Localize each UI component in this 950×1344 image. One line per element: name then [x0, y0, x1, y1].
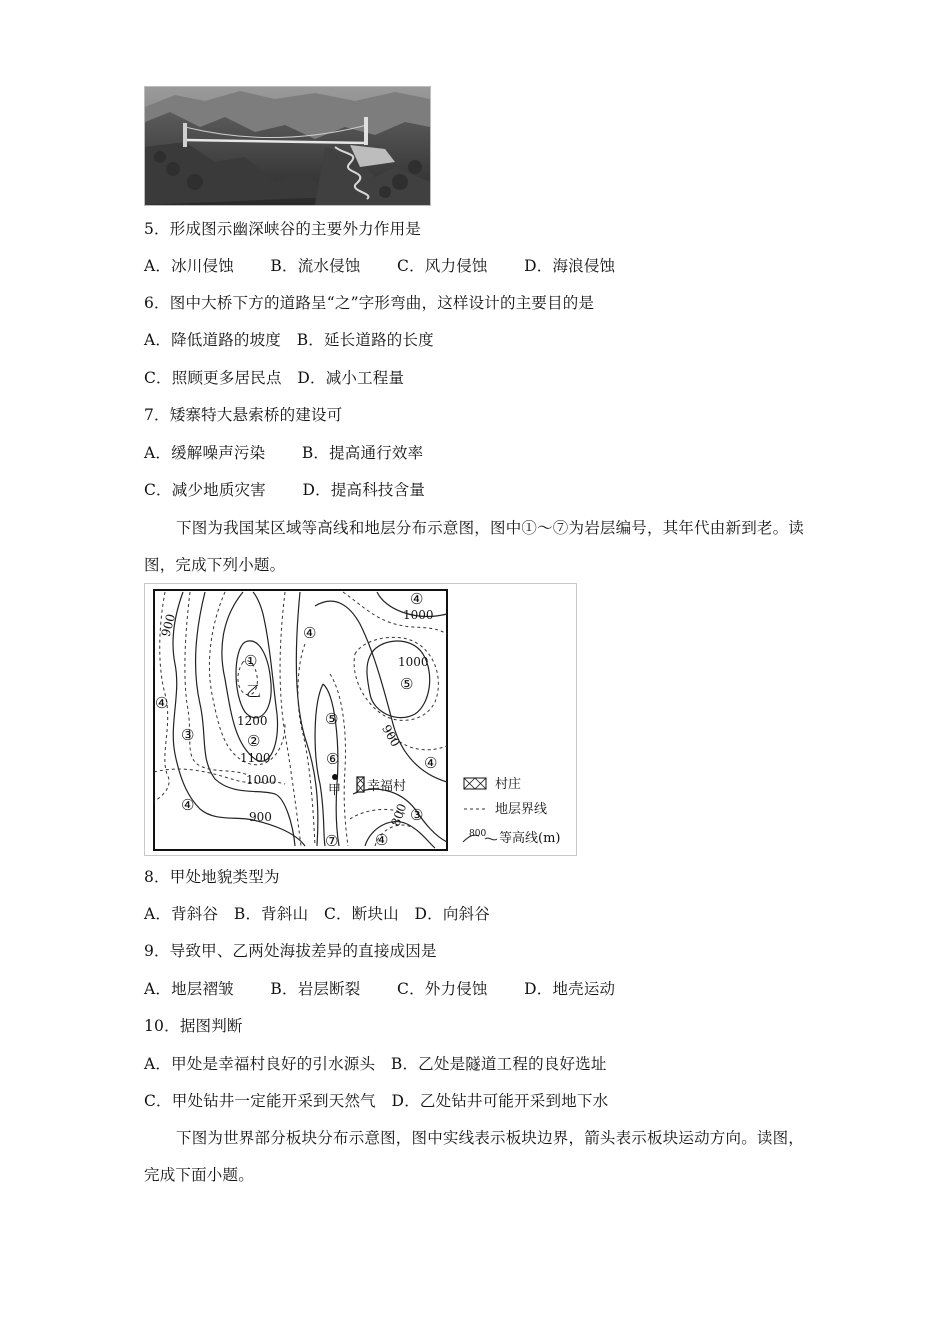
- bridge-photo: [144, 86, 431, 206]
- contour-label-1000-left: 1000: [246, 773, 277, 787]
- plate-map-intro: 下图为世界部分板块分布示意图，图中实线表示板块边界，箭头表示板块运动方向。读图，完成下面小题。: [144, 1129, 805, 1184]
- question-8-options: A．背斜谷 B．背斜山 C．断块山 D．向斜谷: [144, 905, 490, 923]
- map-legend: [463, 776, 560, 846]
- contour-map-intro: 下图为我国某区域等高线和地层分布示意图，图中①～⑦为岩层编号，其年代由新到老。读图，完成下列小题。: [144, 519, 805, 574]
- place-label-yi: 乙: [246, 682, 262, 700]
- contour-strata-map: [144, 583, 577, 856]
- question-7-options-row-2: C．减少地质灾害 D．提高科技含量: [144, 481, 426, 499]
- legend-contour-sample: 800: [469, 829, 487, 839]
- stratum-label-4-top: ④: [410, 590, 424, 608]
- stratum-label-7: ⑦: [325, 832, 339, 850]
- contour-label-1100: 1100: [240, 751, 271, 765]
- place-label-jia: 甲: [328, 783, 342, 798]
- stratum-label-3: ③: [181, 726, 195, 744]
- question-9-options: A．地层褶皱 B．岩层断裂 C．外力侵蚀 D．地壳运动: [144, 980, 616, 998]
- contour-label-1000-top-right: 1000: [403, 608, 434, 622]
- question-6-options-row-1: A．降低道路的坡度 B．延长道路的长度: [144, 331, 434, 349]
- question-8-stem: 8．甲处地貌类型为: [144, 868, 280, 886]
- question-7-stem: 7．矮寨特大悬索桥的建设可: [144, 406, 343, 424]
- stratum-label-5-right: ⑤: [400, 675, 414, 693]
- question-6-options-row-2: C．照顾更多居民点 D．减小工程量: [144, 369, 405, 387]
- contour-label-1200: 1200: [237, 714, 268, 728]
- question-5-stem: 5．形成图示幽深峡谷的主要外力作用是: [144, 220, 421, 238]
- stratum-label-4-mid: ④: [303, 624, 317, 642]
- stratum-label-3-right: ③: [410, 806, 424, 824]
- jia-point-marker: [332, 774, 338, 780]
- legend-contour-label: 等高线(m): [499, 831, 561, 846]
- stratum-label-4-left-bottom: ④: [181, 796, 195, 814]
- contour-label-900-left: 900: [158, 612, 179, 639]
- question-9-stem: 9．导致甲、乙两处海拔差异的直接成因是: [144, 942, 437, 960]
- question-7-options-row-1: A．缓解噪声污染 B．提高通行效率: [144, 444, 424, 462]
- stratum-label-4-bottom: ④: [375, 831, 389, 849]
- stratum-label-2: ②: [247, 732, 261, 750]
- legend-village-label: 村庄: [495, 777, 522, 792]
- contour-label-900-right: 900: [379, 722, 403, 750]
- question-10-options-row-1: A．甲处是幸福村良好的引水源头 B．乙处是隧道工程的良好选址: [144, 1055, 607, 1073]
- stratum-label-4-right: ④: [424, 754, 438, 772]
- question-6-stem: 6．图中大桥下方的道路呈“之”字形弯曲，这样设计的主要目的是: [144, 294, 595, 312]
- stratum-label-1: ①: [244, 652, 258, 670]
- question-10-options-row-2: C．甲处钻井一定能开采到天然气 D．乙处钻井可能开采到地下水: [144, 1092, 609, 1110]
- contour-label-1000-mid-right: 1000: [398, 655, 429, 669]
- stratum-label-6: ⑥: [326, 750, 340, 768]
- place-label-village: 幸福村: [367, 779, 407, 794]
- stratum-label-5-center: ⑤: [325, 710, 339, 728]
- stratum-label-4-left-top: ④: [155, 694, 169, 712]
- legend-boundary-label: 地层界线: [495, 802, 548, 817]
- question-10-stem: 10．据图判断: [144, 1017, 243, 1035]
- legend-village-swatch: [464, 778, 486, 789]
- contour-label-900-bottom: 900: [249, 810, 272, 824]
- contour-label-800: 800: [388, 801, 410, 829]
- question-5-options: A．冰川侵蚀 B．流水侵蚀 C．风力侵蚀 D．海浪侵蚀: [144, 257, 616, 275]
- village-marker: [357, 777, 364, 792]
